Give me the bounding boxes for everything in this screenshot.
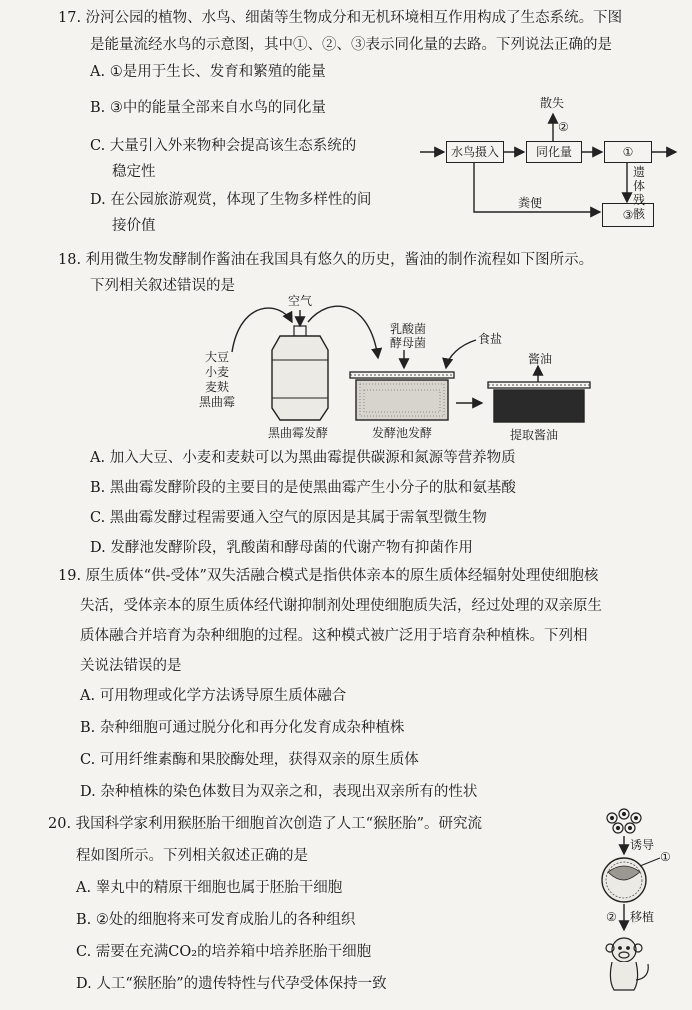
q17-label-remains: 遗体残骸 bbox=[632, 165, 645, 221]
q20-label-induce: 诱导 bbox=[630, 838, 655, 852]
q17-box-intake: 水鸟摄入 bbox=[446, 141, 504, 163]
q18-option-d: D. 发酵池发酵阶段，乳酸菌和酵母菌的代谢产物有抑菌作用 bbox=[90, 540, 473, 556]
q17-label-loss: 散失 bbox=[540, 96, 565, 110]
q17-option-d-line2: 接价值 bbox=[112, 218, 156, 234]
q20-option-d: D. 人工“猴胚胎”的遗传特性与代孕受体保持一致 bbox=[76, 976, 387, 992]
q20-monkey-icon bbox=[606, 938, 648, 990]
q19-stem-line3: 质体融合并培育为杂种细胞的过程。这种模式被广泛用于培育杂种植株。下列相 bbox=[80, 628, 588, 644]
q19-option-c: C. 可用纤维素酶和果胶酶处理，获得双亲的原生质体 bbox=[80, 752, 419, 768]
q17-option-d-line1: D. 在公园旅游观赏，体现了生物多样性的间 bbox=[90, 192, 372, 208]
q17-label-feces: 粪便 bbox=[518, 196, 543, 210]
q18-option-a: A. 加入大豆、小麦和麦麸可以为黑曲霉提供碳源和氮源等营养物质 bbox=[90, 450, 516, 466]
q18-input-wheat: 小麦 bbox=[205, 365, 230, 379]
q20-label-transplant: 移植 bbox=[630, 910, 655, 924]
q18-label-lactobacillus: 乳酸菌 bbox=[390, 322, 427, 336]
q17-box-1: ① bbox=[604, 141, 652, 163]
q18-option-b: B. 黑曲霉发酵阶段的主要目的是使黑曲霉产生小分子的肽和氨基酸 bbox=[90, 480, 516, 496]
q20-stem-line1: 20. 我国科学家利用猴胚胎干细胞首次创造了人工“猴胚胎”。研究流 bbox=[48, 816, 482, 832]
q17-option-c-line1: C. 大量引入外来物种会提高该生态系统的 bbox=[90, 138, 357, 154]
q20-label-1: ① bbox=[660, 850, 671, 864]
q18-input-aspergillus: 黑曲霉 bbox=[199, 395, 236, 409]
q20-stem-cells-icon bbox=[607, 809, 641, 833]
q19-stem-line4: 关说法错误的是 bbox=[80, 658, 182, 674]
q17-box-assimilation: 同化量 bbox=[526, 141, 582, 163]
q18-stage1-label: 黑曲霉发酵 bbox=[268, 426, 329, 440]
q17-box-3: ③ bbox=[602, 203, 654, 227]
q20-label-2: ② bbox=[606, 910, 617, 924]
q19-stem-line2: 失活，受体亲本的原生质体经代谢抑制剂处理使细胞质失活，经过处理的双亲原生 bbox=[80, 598, 602, 614]
q19-stem-line1: 19. 原生质体“供-受体”双失活融合模式是指供体亲本的原生质体经辐射处理使细胞核 bbox=[58, 568, 599, 584]
q18-option-c: C. 黑曲霉发酵过程需要通入空气的原因是其属于需氧型微生物 bbox=[90, 510, 487, 526]
q19-option-d: D. 杂种植株的染色体数目为双亲之和，表现出双亲所有的性状 bbox=[80, 784, 478, 800]
q17-option-c-line2: 稳定性 bbox=[112, 164, 156, 180]
q20-option-b: B. ②处的细胞将来可发育成胎儿的各种组织 bbox=[76, 912, 356, 928]
q18-input-soybean: 大豆 bbox=[205, 350, 230, 364]
q18-label-air: 空气 bbox=[288, 294, 313, 308]
q18-input-bran: 麦麸 bbox=[205, 380, 230, 394]
q17-stem-line2: 是能量流经水鸟的示意图，其中①、②、③表示同化量的去路。下列说法正确的是 bbox=[90, 37, 612, 53]
q17-option-a: A. ①是用于生长、发育和繁殖的能量 bbox=[90, 64, 326, 80]
q18-label-yeast: 酵母菌 bbox=[390, 336, 427, 350]
q20-stem-line2: 程如图所示。下列相关叙述正确的是 bbox=[76, 848, 308, 864]
q20-blastocyst-icon bbox=[602, 858, 646, 902]
q20-option-c: C. 需要在充满CO₂的培养箱中培养胚胎干细胞 bbox=[76, 944, 372, 960]
q18-label-soy-sauce: 酱油 bbox=[528, 352, 553, 366]
q19-option-a: A. 可用物理或化学方法诱导原生质体融合 bbox=[80, 688, 347, 704]
q18-stem-line2: 下列相关叙述错误的是 bbox=[90, 278, 235, 294]
q18-stem-line1: 18. 利用微生物发酵制作酱油在我国具有悠久的历史，酱油的制作流程如下图所示。 bbox=[58, 252, 594, 268]
q19-option-b: B. 杂种细胞可通过脱分化和再分化发育成杂种植株 bbox=[80, 720, 405, 736]
q17-label-2: ② bbox=[558, 120, 569, 134]
q18-stage2-label: 发酵池发酵 bbox=[372, 426, 433, 440]
q20-option-a: A. 睾丸中的精原干细胞也属于胚胎干细胞 bbox=[76, 880, 343, 896]
q18-stage3-label: 提取酱油 bbox=[510, 428, 559, 442]
q17-option-b: B. ③中的能量全部来自水鸟的同化量 bbox=[90, 100, 326, 116]
q18-label-salt: 食盐 bbox=[478, 332, 503, 346]
q17-stem-line1: 17. 汾河公园的植物、水鸟、细菌等生物成分和无机环境相互作用构成了生态系统。下图 bbox=[58, 10, 623, 26]
